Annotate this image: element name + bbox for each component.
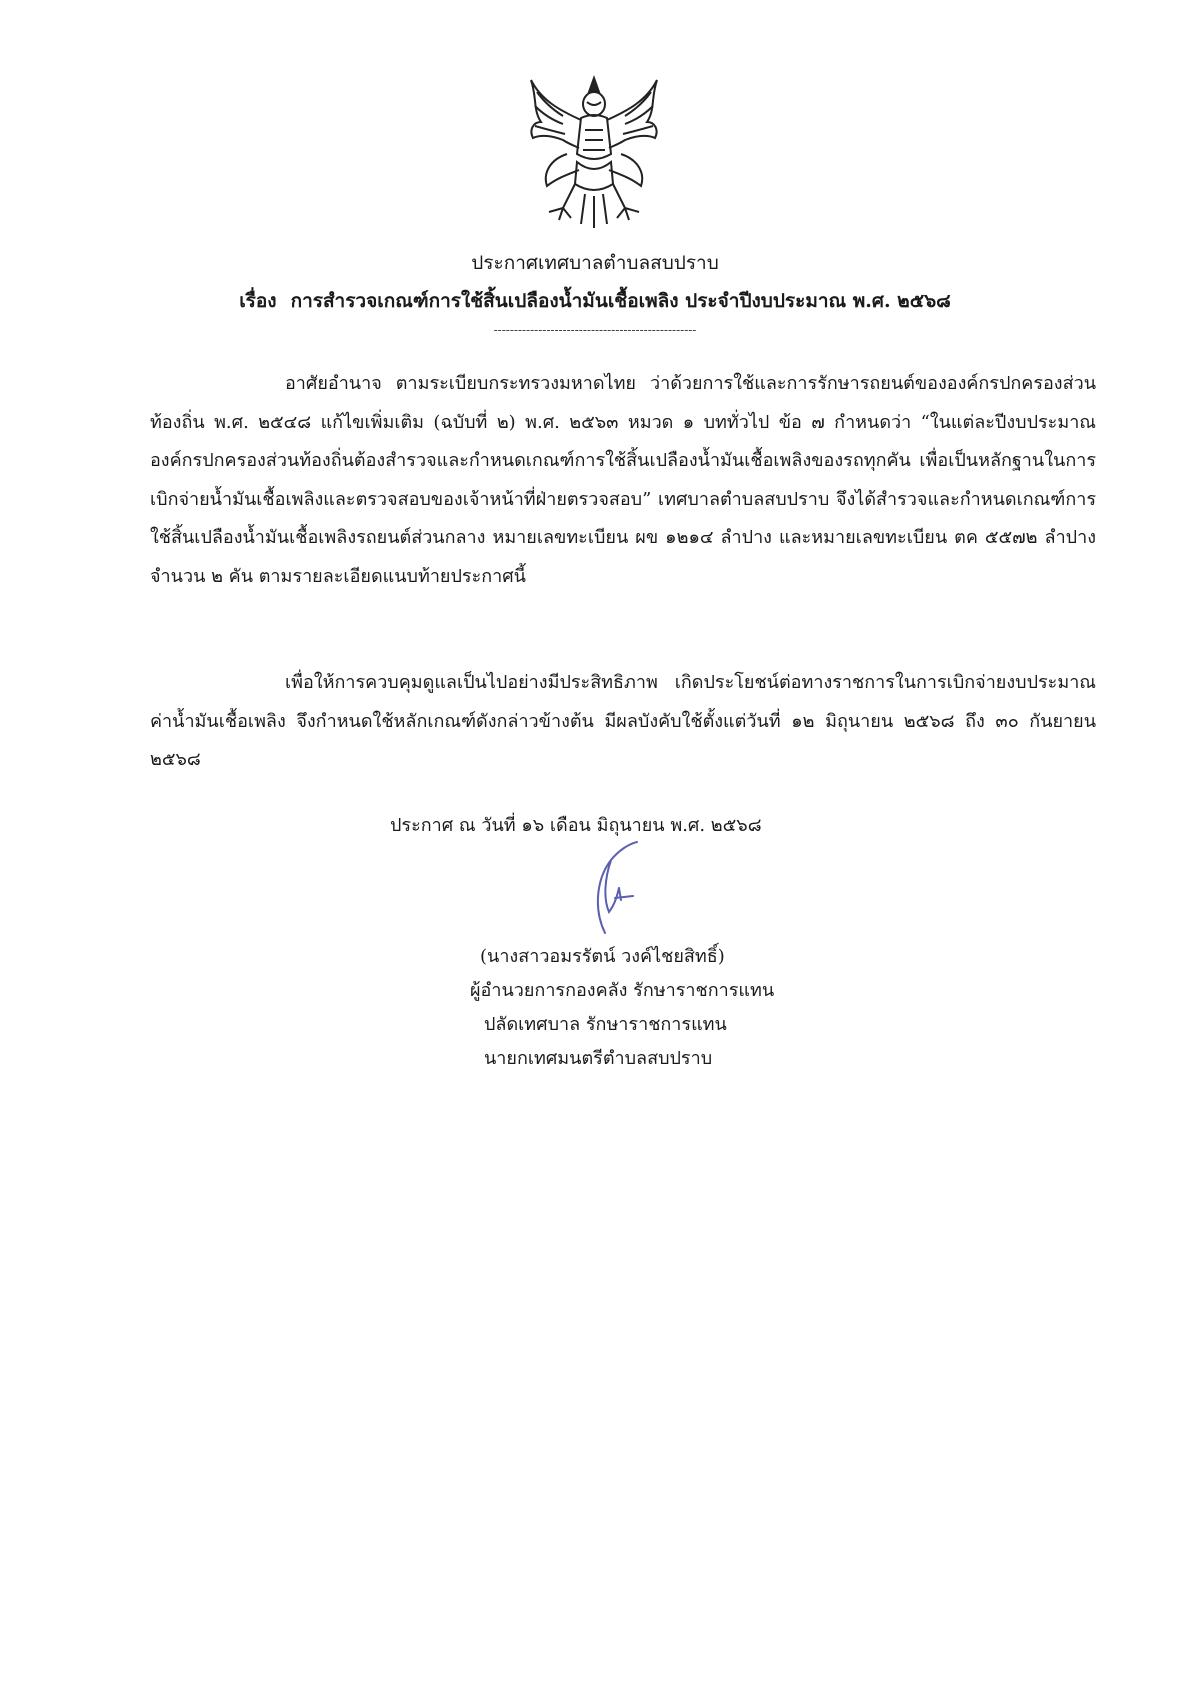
paragraph-authority <box>150 365 1096 596</box>
paragraph-2-text: เพื่อให้การควบคุมดูแลเป็นไปอย่างมีประสิทธิภาพ เกิดประโยชน์ต่อทางราชการในการเบิกจ่ายงบประมาณค่าน้ำมันเชื้อเพลิง จึงกำหนดใช้หลักเกณฑ์ดังกล่าวข้างต้น มีผลบังคับใช้ตั้งแต่วันที่ ๑๒ มิถุนายน ๒๕๖๘ ถึง ๓๐ กันยายน ๒๕๖๘ <box>150 672 1096 770</box>
signatory-name: (นางสาวอมรรัตน์ วงค์ไชยสิทธิ์) <box>480 946 725 967</box>
handwritten-signature <box>575 838 655 938</box>
signatory-block <box>470 940 830 1076</box>
announcement-title: ประกาศเทศบาลตำบลสบปราบ <box>471 252 719 274</box>
garuda-emblem-icon <box>519 70 669 230</box>
title-separator: -------------------------------------------------- <box>493 323 697 337</box>
subject-text: การสำรวจเกณฑ์การใช้สิ้นเปลืองน้ำมันเชื้อเพลิง ประจำปีงบประมาณ พ.ศ. ๒๕๖๘ <box>290 290 951 312</box>
announcement-subject <box>0 286 1190 316</box>
signatory-position-3: นายกเทศมนตรีตำบลสบปราบ <box>484 1048 713 1069</box>
announcement-date: ประกาศ ณ วันที่ ๑๖ เดือน มิถุนายน พ.ศ. ๒๕๖๘ <box>390 815 762 836</box>
paragraph-effective <box>150 664 1096 780</box>
paragraph-1-text: อาศัยอำนาจ ตามระเบียบกระทรวงมหาดไทย ว่าด้วยการใช้และการรักษารถยนต์ขององค์กรปกครองส่วนท้องถิ่น พ.ศ. ๒๕๔๘ แก้ไขเพิ่มเติม (ฉบับที่ ๒) พ.ศ. ๒๕๖๓ หมวด ๑ บททั่วไป ข้อ ๗ กำหนดว่า “ในแต่ละปีงบประมาณองค์กรปกครองส่วนท้องถิ่นต้องสำรวจและกำหนดเกณฑ์การใช้สิ้นเปลืองน้ำมันเชื้อเพลิงของรถทุกคัน เพื่อเป็นหลักฐานในการเบิกจ่ายน้ำมันเชื้อเพลิงและตรวจสอบของเจ้าหน้าที่ฝ่ายตรวจสอบ” เทศบาลตำบลสบปราบ จึงได้สำรวจและกำหนดเกณฑ์การใช้สิ้นเปลืองน้ำมันเชื้อเพลิงรถยนต์ส่วนกลาง หมายเลขทะเบียน ผข ๑๒๑๔ ลำปาง และหมายเลขทะเบียน ตค ๕๕๗๒ ลำปาง จำนวน ๒ คัน ตามรายละเอียดแนบท้ายประกาศนี้ <box>150 373 1096 587</box>
signatory-position-1: ผู้อำนวยการกองคลัง รักษาราชการแทน <box>470 980 775 1001</box>
subject-label: เรื่อง <box>239 290 277 312</box>
signatory-position-2: ปลัดเทศบาล รักษาราชการแทน <box>484 1014 727 1035</box>
